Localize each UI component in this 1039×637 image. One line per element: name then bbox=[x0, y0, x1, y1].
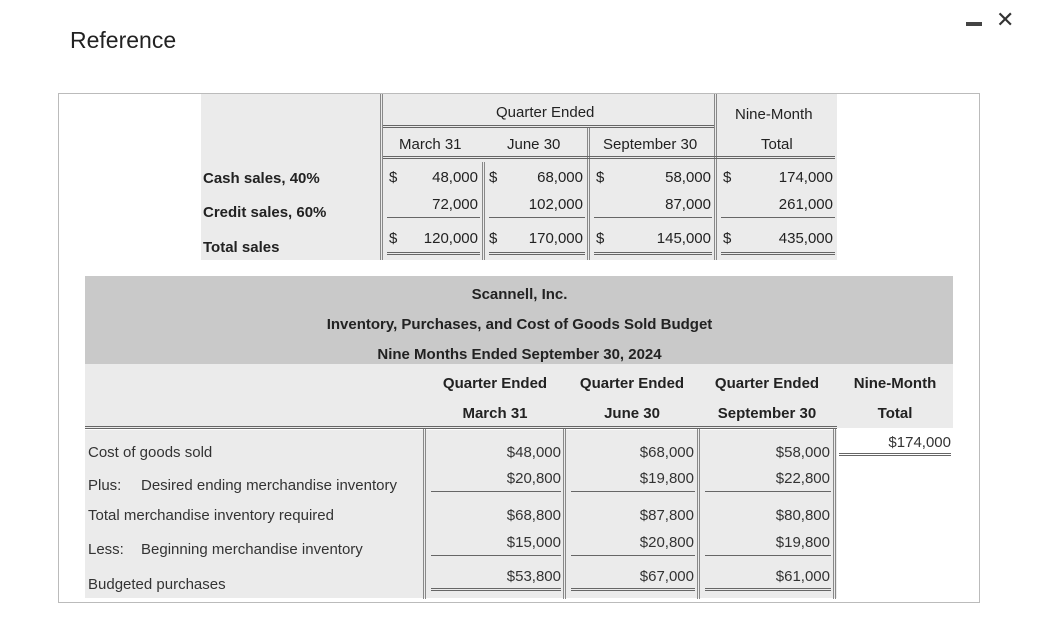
budget-value: $48,000 bbox=[506, 444, 561, 461]
currency-symbol: $ bbox=[596, 169, 605, 186]
sales-value: 435,000 bbox=[778, 230, 833, 247]
budget-col-divider bbox=[563, 429, 566, 599]
budget-value: $22,800 bbox=[775, 470, 830, 487]
budget-col-top: Quarter Ended bbox=[579, 375, 685, 392]
budget-value: $174,000 bbox=[888, 434, 951, 451]
sales-value: 170,000 bbox=[528, 230, 583, 247]
window-title: Reference bbox=[70, 27, 177, 53]
budget-value: $15,000 bbox=[506, 534, 561, 551]
budget-col-bottom: March 31 bbox=[462, 405, 528, 422]
sales-total-rule bbox=[489, 252, 585, 255]
budget-value: $53,800 bbox=[506, 568, 561, 585]
sales-row-label: Total sales bbox=[203, 239, 280, 256]
budget-value: $20,800 bbox=[506, 470, 561, 487]
budget-value: $68,800 bbox=[506, 507, 561, 524]
currency-symbol: $ bbox=[389, 169, 398, 186]
sales-total-rule bbox=[387, 252, 480, 255]
budget-sum-rule bbox=[705, 491, 831, 492]
budget-sum-rule bbox=[705, 555, 831, 556]
budget-sum-rule bbox=[571, 491, 695, 492]
currency-symbol: $ bbox=[489, 230, 498, 247]
sales-total-rule bbox=[721, 252, 835, 255]
budget-col-bottom: September 30 bbox=[717, 405, 817, 422]
budget-col-top: Quarter Ended bbox=[442, 375, 548, 392]
budget-col-divider bbox=[697, 429, 700, 599]
sales-total-rule bbox=[594, 252, 712, 255]
sales-row-label: Credit sales, 60% bbox=[203, 204, 327, 221]
budget-row-prefix: Less: bbox=[88, 541, 124, 558]
budget-value: $87,800 bbox=[639, 507, 694, 524]
budget-total-rule bbox=[431, 588, 561, 591]
currency-symbol: $ bbox=[489, 169, 498, 186]
budget-row-label: Total merchandise inventory required bbox=[88, 507, 334, 524]
sales-col-divider bbox=[587, 128, 590, 260]
budget-value: $68,000 bbox=[639, 444, 694, 461]
sales-sum-rule bbox=[721, 217, 835, 218]
sales-col-march31: March 31 bbox=[399, 136, 462, 153]
sales-value: 68,000 bbox=[537, 169, 583, 186]
budget-sum-rule bbox=[431, 491, 561, 492]
budget-value: $19,800 bbox=[639, 470, 694, 487]
sales-sum-rule bbox=[594, 217, 712, 218]
close-icon[interactable]: ✕ bbox=[996, 8, 1015, 33]
budget-title: Inventory, Purchases, and Cost of Goods Sold Budget bbox=[326, 316, 713, 333]
budget-period: Nine Months Ended September 30, 2024 bbox=[377, 346, 662, 363]
sales-value: 87,000 bbox=[665, 196, 711, 213]
budget-row-label: Budgeted purchases bbox=[88, 576, 226, 593]
currency-symbol: $ bbox=[723, 169, 732, 186]
budget-total-rule bbox=[705, 588, 831, 591]
budget-row-label: Desired ending merchandise inventory bbox=[141, 477, 397, 494]
budget-total-rule bbox=[571, 588, 695, 591]
sales-col-total: Total bbox=[761, 136, 793, 153]
sales-sum-rule bbox=[387, 217, 480, 218]
sales-nine-month-header: Nine-Month bbox=[735, 106, 813, 123]
sales-sum-rule bbox=[489, 217, 585, 218]
sales-col-june30: June 30 bbox=[507, 136, 561, 153]
sales-value: 145,000 bbox=[656, 230, 711, 247]
sales-col-divider bbox=[482, 162, 485, 260]
budget-row-label: Beginning merchandise inventory bbox=[141, 541, 363, 558]
sales-value: 48,000 bbox=[432, 169, 478, 186]
sales-row-label: Cash sales, 40% bbox=[203, 170, 320, 187]
sales-quarter-ended-header: Quarter Ended bbox=[496, 104, 595, 121]
budget-total-rule bbox=[839, 453, 951, 456]
budget-col-divider bbox=[833, 429, 836, 599]
budget-value: $58,000 bbox=[775, 444, 830, 461]
sales-header-rule bbox=[383, 125, 714, 128]
budget-sum-rule bbox=[571, 555, 695, 556]
budget-value: $19,800 bbox=[775, 534, 830, 551]
sales-value: 174,000 bbox=[778, 169, 833, 186]
minimize-icon[interactable] bbox=[966, 22, 982, 26]
budget-row-label: Cost of goods sold bbox=[88, 444, 213, 461]
sales-value: 120,000 bbox=[423, 230, 478, 247]
budget-col-top: Quarter Ended bbox=[714, 375, 820, 392]
sales-value: 72,000 bbox=[432, 196, 478, 213]
currency-symbol: $ bbox=[389, 230, 398, 247]
currency-symbol: $ bbox=[723, 230, 732, 247]
budget-col-top: Nine-Month bbox=[853, 375, 937, 392]
budget-value: $61,000 bbox=[775, 568, 830, 585]
budget-col-divider bbox=[423, 429, 426, 599]
sales-col-sept30: September 30 bbox=[603, 136, 698, 153]
budget-col-bottom: Total bbox=[877, 405, 913, 422]
sales-header-rule bbox=[383, 156, 835, 159]
sales-value: 261,000 bbox=[778, 196, 833, 213]
currency-symbol: $ bbox=[596, 230, 605, 247]
budget-col-bottom: June 30 bbox=[604, 405, 660, 422]
sales-col-divider bbox=[714, 94, 717, 260]
budget-row-prefix: Plus: bbox=[88, 477, 122, 494]
budget-value: $80,800 bbox=[775, 507, 830, 524]
sales-value: 58,000 bbox=[665, 169, 711, 186]
sales-value: 102,000 bbox=[528, 196, 583, 213]
budget-sum-rule bbox=[431, 555, 561, 556]
budget-header-rule bbox=[85, 426, 837, 429]
budget-value: $20,800 bbox=[639, 534, 694, 551]
budget-value: $67,000 bbox=[639, 568, 694, 585]
company-name: Scannell, Inc. bbox=[471, 286, 568, 303]
sales-col-divider bbox=[380, 94, 383, 260]
